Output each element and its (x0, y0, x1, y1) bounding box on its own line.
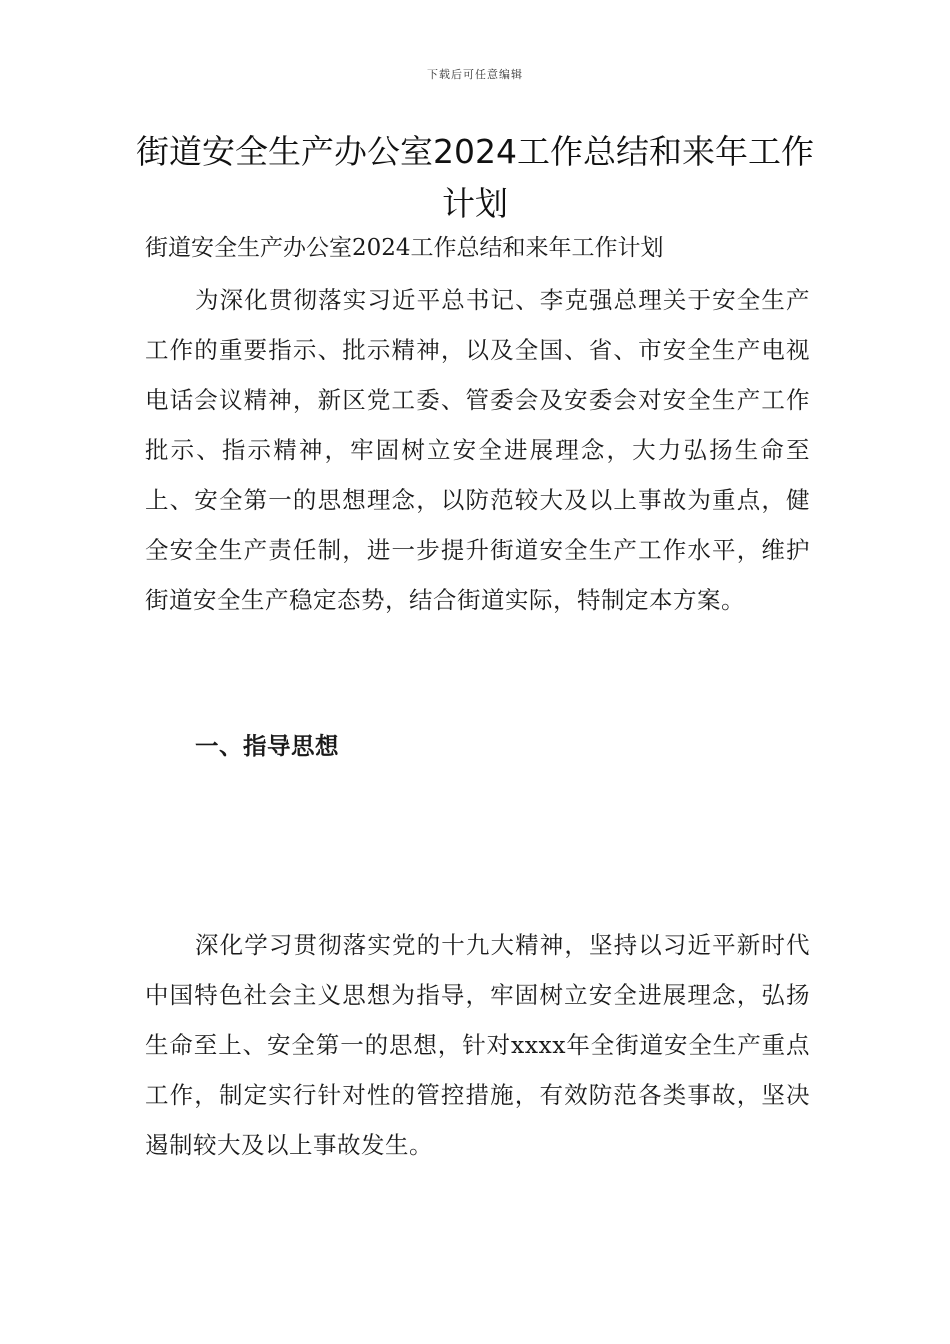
intro-paragraph: 为深化贯彻落实习近平总书记、李克强总理关于安全生产工作的重要指示、批示精神，以及全国、省、市安全生产电视电话会议精神，新区党工委、管委会及安委会对安全生产工作批示、指示精神，牢固树立安全进展理念，大力弘扬生命至上、安全第一的思想理念，以防范较大及以上事故为重点，健全安全生产责任制，进一步提升街道安全生产工作水平，维护街道安全生产稳定态势，结合街道实际，特制定本方案。 (145, 286, 810, 614)
section-heading-guiding-ideology: 一、指导思想 (195, 732, 339, 760)
header-note: 下载后可任意编辑 (427, 68, 523, 81)
guiding-ideology-paragraph: 深化学习贯彻落实党的十九大精神，坚持以习近平新时代中国特色社会主义思想为指导，牢固树立安全进展理念，弘扬生命至上、安全第一的思想，针对xxxx年全街道安全生产重点工作，制定实行针对性的管控措施，有效防范各类事故，坚决遏制较大及以上事故发生。 (145, 931, 810, 1159)
document-subtitle: 街道安全生产办公室2024工作总结和来年工作计划 (145, 235, 664, 261)
document-title: 街道安全生产办公室2024工作总结和来年工作计划 (136, 132, 814, 223)
